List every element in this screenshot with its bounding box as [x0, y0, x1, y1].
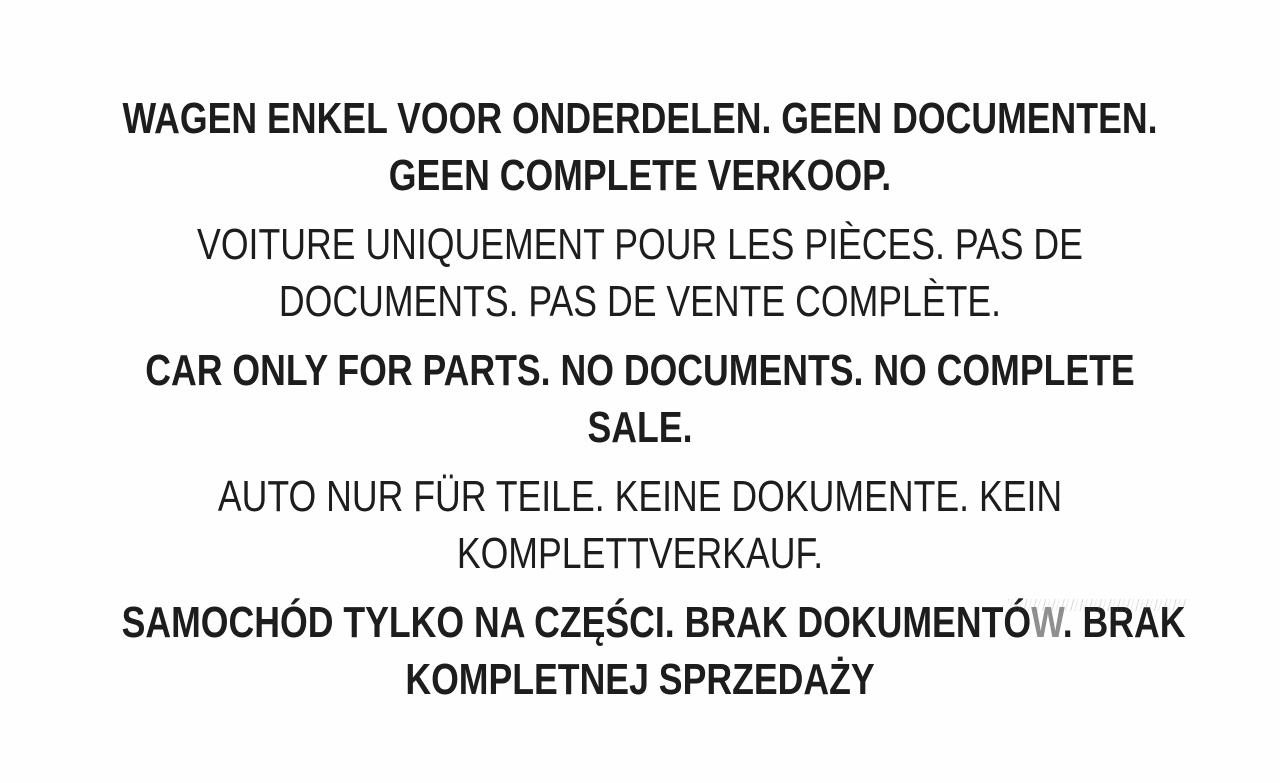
- notice-paragraph-english: [122, 342, 1159, 456]
- notice-segment: KOMPLETTVERKAUF.: [456, 529, 824, 578]
- notice-segment: GEEN COMPLETE VERKOOP.: [388, 151, 892, 200]
- notice-line: [121, 594, 1186, 651]
- notice-segment: VOITURE UNIQUEMENT POUR LES PIÈCES. PAS DE: [197, 220, 1083, 269]
- notice-paragraph-dutch: [122, 90, 1159, 204]
- notice-segment: WAGEN ENKEL VOOR ONDERDELEN. GEEN DOCUMENTEN.: [122, 94, 1158, 143]
- notice-line: [122, 90, 1159, 147]
- notice-line: [122, 216, 1159, 273]
- notice-paragraph-polish: [121, 594, 1186, 708]
- notice-paragraph-german: [122, 468, 1159, 582]
- notice-line: [122, 147, 1159, 204]
- notice-segment: SAMOCHÓD TYLKO NA CZĘŚCI. BRAK DOKUMENTÓ: [121, 598, 1032, 647]
- notice-segment: . BRAK: [1062, 598, 1186, 647]
- notice-segment: AUTO NUR FÜR TEILE. KEINE DOKUMENTE. KEIN: [217, 472, 1063, 521]
- notice-segment: KOMPLETNEJ SPRZEDAŻY: [405, 655, 875, 704]
- notice-line: [122, 342, 1159, 399]
- notice-line: [122, 651, 1159, 708]
- notice-paragraph-french: [122, 216, 1159, 330]
- notice-segment: DOCUMENTS. PAS DE VENTE COMPLÈTE.: [278, 277, 1002, 326]
- notice-line: [122, 468, 1159, 525]
- notice-line: [122, 525, 1159, 582]
- notice-segment: CAR ONLY FOR PARTS. NO DOCUMENTS. NO COMPLETE: [145, 346, 1135, 395]
- notice-line: [122, 273, 1159, 330]
- notice-line: [122, 399, 1159, 456]
- notice-segment: SALE.: [587, 403, 693, 452]
- notice-segment-faded: W: [1031, 598, 1063, 647]
- notice-content: [121, 0, 1186, 720]
